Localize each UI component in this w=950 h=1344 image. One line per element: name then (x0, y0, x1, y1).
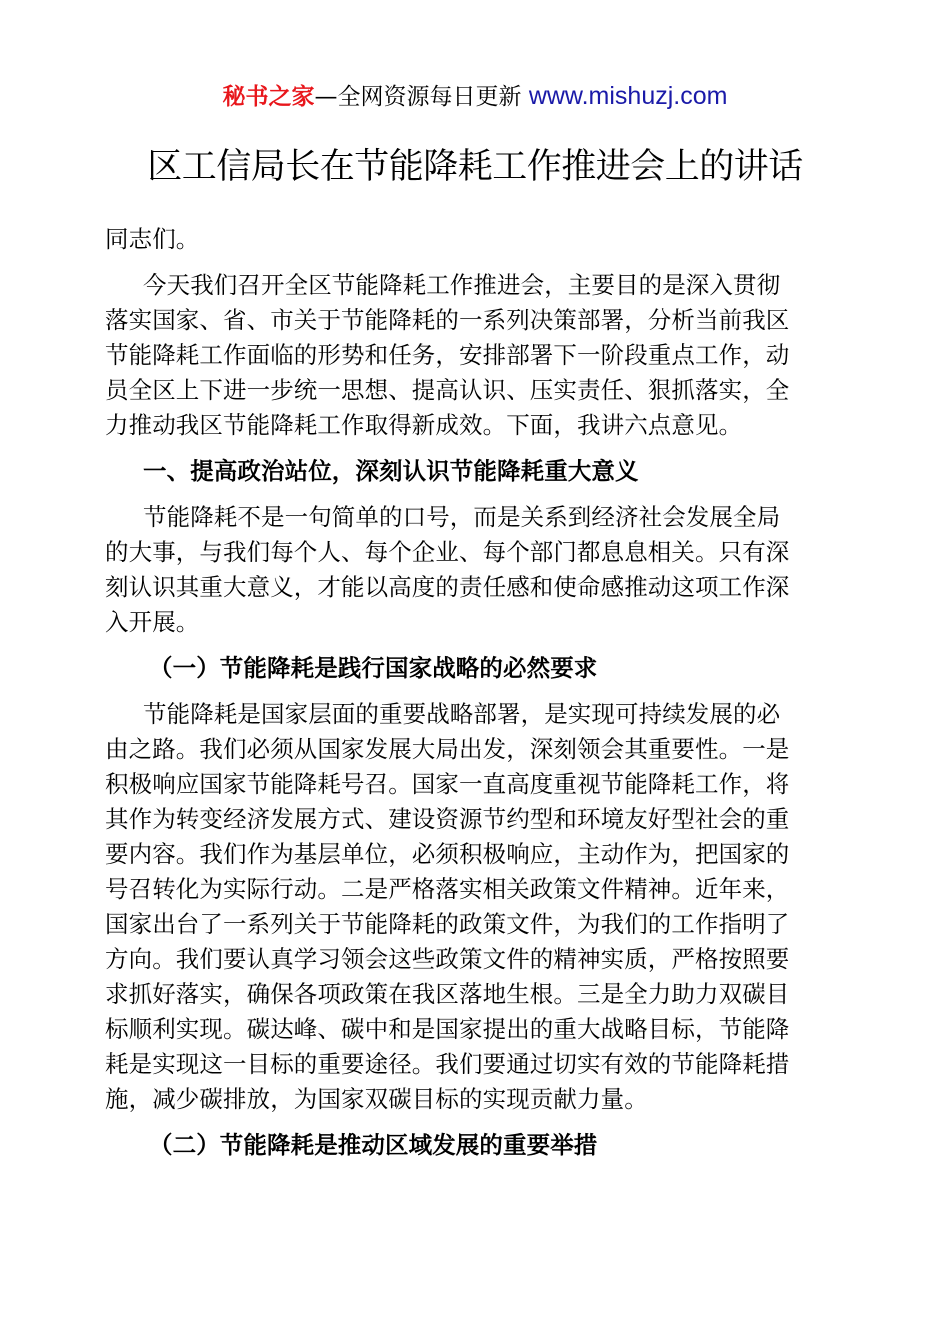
subsection-heading-2: （二）节能降耗是推动区域发展的重要举措 (149, 1131, 598, 1159)
text-line: 施，减少碳排放，为国家双碳目标的实现贡献力量。 (105, 1085, 648, 1113)
text-line: 要内容。我们作为基层单位，必须积极响应，主动作为，把国家的 (105, 840, 790, 868)
text-line: 标顺利实现。碳达峰、碳中和是国家提出的重大战略目标，节能降 (105, 1015, 790, 1043)
text-line: 力推动我区节能降耗工作取得新成效。下面，我讲六点意见。 (105, 411, 743, 439)
paragraph-intro (105, 268, 850, 443)
text-line: 方向。我们要认真学习领会这些政策文件的精神实质，严格按照要 (105, 945, 790, 973)
text-line: 积极响应国家节能降耗号召。国家一直高度重视节能降耗工作，将 (105, 770, 790, 798)
site-banner (0, 80, 950, 113)
text-line: 员全区上下进一步统一思想、提高认识、压实责任、狠抓落实，全 (105, 376, 790, 404)
paragraph-section-1 (105, 500, 850, 640)
text-line: 入开展。 (105, 608, 200, 636)
section-heading-1: 一、提高政治站位，深刻认识节能降耗重大意义 (143, 457, 639, 485)
site-url-link[interactable]: www.mishuzj.com (528, 82, 728, 110)
text-line: 由之路。我们必须从国家发展大局出发，深刻领会其重要性。一是 (105, 735, 790, 763)
banner-slogan: —全网资源每日更新 (314, 84, 522, 110)
text-line: 节能降耗不是一句简单的口号，而是关系到经济社会发展全局 (143, 503, 781, 531)
subsection-heading-1: （一）节能降耗是践行国家战略的必然要求 (149, 654, 598, 682)
salutation: 同志们。 (105, 225, 200, 253)
text-line: 求抓好落实，确保各项政策在我区落地生根。三是全力助力双碳目 (105, 980, 790, 1008)
text-line: 刻认识其重大意义，才能以高度的责任感和使命感推动这项工作深 (105, 573, 790, 601)
text-line: 其作为转变经济发展方式、建设资源节约型和环境友好型社会的重 (105, 805, 790, 833)
text-line: 号召转化为实际行动。二是严格落实相关政策文件精神。近年来， (105, 875, 790, 903)
text-line: 节能降耗工作面临的形势和任务，安排部署下一阶段重点工作，动 (105, 341, 790, 369)
text-line: 国家出台了一系列关于节能降耗的政策文件，为我们的工作指明了 (105, 910, 790, 938)
text-line: 的大事，与我们每个人、每个企业、每个部门都息息相关。只有深 (105, 538, 790, 566)
document-title: 区工信局长在节能降耗工作推进会上的讲话 (147, 147, 803, 187)
brand-name: 秘书之家 (222, 84, 315, 110)
text-line: 落实国家、省、市关于节能降耗的一系列决策部署，分析当前我区 (105, 306, 790, 334)
text-line: 今天我们召开全区节能降耗工作推进会，主要目的是深入贯彻 (143, 271, 781, 299)
text-line: 节能降耗是国家层面的重要战略部署，是实现可持续发展的必 (143, 700, 781, 728)
text-line: 耗是实现这一目标的重要途径。我们要通过切实有效的节能降耗措 (105, 1050, 790, 1078)
document-body (105, 222, 850, 1174)
paragraph-subsection-1 (105, 697, 850, 1117)
